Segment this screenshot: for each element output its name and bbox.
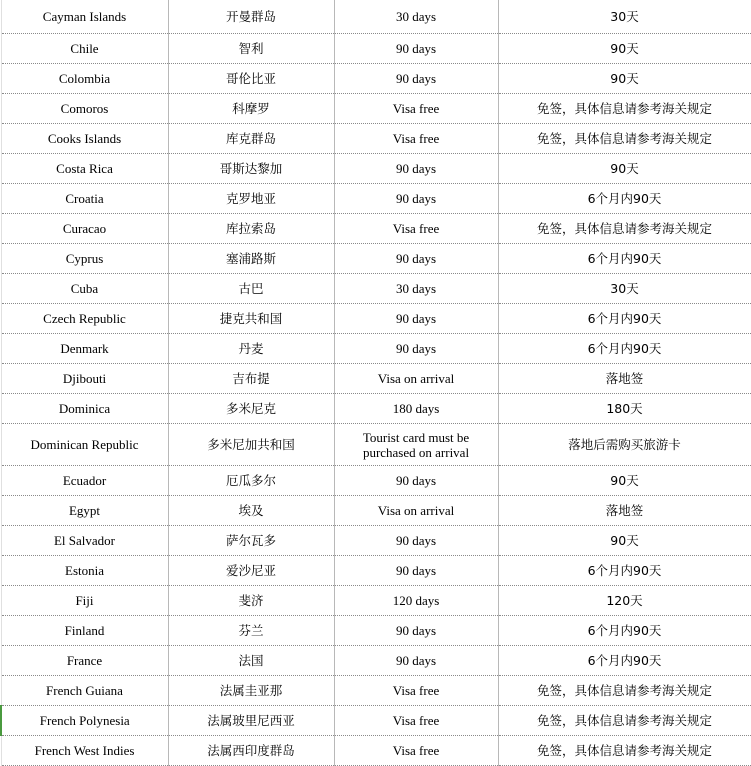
country-en-cell[interactable]: Dominica [1, 394, 168, 424]
country-en-cell[interactable]: French Guiana [1, 676, 168, 706]
table-row [1, 334, 751, 364]
country-en-cell[interactable]: Dominican Republic [1, 424, 168, 466]
stay-zh-cell[interactable]: 免签，具体信息请参考海关规定 [498, 94, 751, 124]
table-row [1, 124, 751, 154]
table-row [1, 274, 751, 304]
country-zh-cell[interactable]: 萨尔瓦多 [168, 526, 334, 556]
stay-en-cell[interactable]: 90 days [334, 526, 498, 556]
stay-en-cell[interactable]: 180 days [334, 394, 498, 424]
table-row [1, 184, 751, 214]
country-en-cell[interactable]: Djibouti [1, 364, 168, 394]
stay-en-cell[interactable]: 90 days [334, 334, 498, 364]
country-zh-cell[interactable]: 法国 [168, 646, 334, 676]
stay-en-cell[interactable]: Visa on arrival [334, 364, 498, 394]
table-row [1, 736, 751, 766]
country-zh-cell[interactable]: 斐济 [168, 586, 334, 616]
country-en-cell[interactable]: Egypt [1, 496, 168, 526]
table-row [1, 586, 751, 616]
stay-en-cell[interactable]: Visa on arrival [334, 496, 498, 526]
country-en-cell[interactable]: Curacao [1, 214, 168, 244]
stay-en-cell[interactable]: 90 days [334, 154, 498, 184]
stay-en-cell[interactable]: 90 days [334, 184, 498, 214]
country-en-cell[interactable]: Estonia [1, 556, 168, 586]
stay-zh-cell[interactable]: 120天 [498, 586, 751, 616]
country-zh-cell[interactable]: 爱沙尼亚 [168, 556, 334, 586]
stay-zh-cell[interactable]: 落地签 [498, 496, 751, 526]
country-en-cell[interactable]: Czech Republic [1, 304, 168, 334]
country-zh-cell[interactable]: 捷克共和国 [168, 304, 334, 334]
table-row [1, 304, 751, 334]
table-row [1, 466, 751, 496]
stay-zh-cell[interactable]: 6个月内90天 [498, 304, 751, 334]
stay-en-cell[interactable]: 120 days [334, 586, 498, 616]
country-en-cell[interactable]: El Salvador [1, 526, 168, 556]
country-en-cell[interactable]: Cuba [1, 274, 168, 304]
table-body [1, 0, 751, 766]
stay-zh-cell[interactable]: 免签，具体信息请参考海关规定 [498, 736, 751, 766]
table-row [1, 244, 751, 274]
stay-zh-cell[interactable]: 免签，具体信息请参考海关规定 [498, 214, 751, 244]
country-zh-cell[interactable]: 芬兰 [168, 616, 334, 646]
country-en-cell[interactable]: Denmark [1, 334, 168, 364]
table-row [1, 616, 751, 646]
stay-zh-cell[interactable]: 落地后需购买旅游卡 [498, 424, 751, 466]
country-en-cell[interactable]: Comoros [1, 94, 168, 124]
country-en-cell[interactable]: French Polynesia [1, 706, 168, 736]
stay-zh-cell[interactable]: 6个月内90天 [498, 184, 751, 214]
country-zh-cell[interactable]: 哥伦比亚 [168, 64, 334, 94]
stay-zh-cell[interactable]: 90天 [498, 526, 751, 556]
stay-en-cell[interactable]: Visa free [334, 214, 498, 244]
country-zh-cell[interactable]: 科摩罗 [168, 94, 334, 124]
country-zh-cell[interactable]: 法属玻里尼西亚 [168, 706, 334, 736]
country-zh-cell[interactable]: 开曼群岛 [168, 0, 334, 34]
country-en-cell[interactable]: Costa Rica [1, 154, 168, 184]
country-en-cell[interactable]: Fiji [1, 586, 168, 616]
stay-zh-cell[interactable]: 6个月内90天 [498, 646, 751, 676]
country-zh-cell[interactable]: 古巴 [168, 274, 334, 304]
stay-en-cell[interactable]: Tourist card must be purchased on arrival [334, 424, 498, 466]
country-en-cell[interactable]: Cayman Islands [1, 0, 168, 34]
table-row [1, 394, 751, 424]
table-row [1, 34, 751, 64]
table-row [1, 94, 751, 124]
country-en-cell[interactable]: Cyprus [1, 244, 168, 274]
country-zh-cell[interactable]: 塞浦路斯 [168, 244, 334, 274]
country-en-cell[interactable]: Cooks Islands [1, 124, 168, 154]
table-row [1, 526, 751, 556]
country-zh-cell[interactable]: 厄瓜多尔 [168, 466, 334, 496]
stay-zh-cell[interactable]: 90天 [498, 34, 751, 64]
stay-en-cell[interactable]: Visa free [334, 124, 498, 154]
stay-en-cell[interactable]: 90 days [334, 304, 498, 334]
country-zh-cell[interactable]: 多米尼加共和国 [168, 424, 334, 466]
stay-en-cell[interactable]: 90 days [334, 466, 498, 496]
country-zh-cell[interactable]: 克罗地亚 [168, 184, 334, 214]
country-zh-cell[interactable]: 吉布提 [168, 364, 334, 394]
country-zh-cell[interactable]: 丹麦 [168, 334, 334, 364]
stay-zh-cell[interactable]: 180天 [498, 394, 751, 424]
country-zh-cell[interactable]: 库克群岛 [168, 124, 334, 154]
table-row [1, 154, 751, 184]
country-en-cell[interactable]: Croatia [1, 184, 168, 214]
stay-en-cell[interactable]: 30 days [334, 274, 498, 304]
stay-en-cell[interactable]: Visa free [334, 736, 498, 766]
stay-zh-cell[interactable]: 6个月内90天 [498, 616, 751, 646]
stay-en-cell[interactable]: Visa free [334, 706, 498, 736]
stay-en-cell[interactable]: 90 days [334, 646, 498, 676]
stay-zh-cell[interactable]: 90天 [498, 64, 751, 94]
stay-zh-cell[interactable]: 6个月内90天 [498, 244, 751, 274]
stay-zh-cell[interactable]: 30天 [498, 274, 751, 304]
stay-zh-cell[interactable]: 90天 [498, 466, 751, 496]
stay-zh-cell[interactable]: 6个月内90天 [498, 556, 751, 586]
table-row [1, 556, 751, 586]
stay-zh-cell[interactable]: 90天 [498, 154, 751, 184]
country-en-cell[interactable]: France [1, 646, 168, 676]
table-row [1, 424, 751, 466]
stay-en-cell[interactable]: 90 days [334, 34, 498, 64]
stay-zh-cell[interactable]: 免签，具体信息请参考海关规定 [498, 676, 751, 706]
table-row [1, 364, 751, 394]
stay-zh-cell[interactable]: 免签，具体信息请参考海关规定 [498, 706, 751, 736]
table-row [1, 214, 751, 244]
stay-en-cell[interactable]: 90 days [334, 556, 498, 586]
country-zh-cell[interactable]: 库拉索岛 [168, 214, 334, 244]
stay-en-cell[interactable]: 90 days [334, 244, 498, 274]
country-en-cell[interactable]: Colombia [1, 64, 168, 94]
stay-zh-cell[interactable]: 落地签 [498, 364, 751, 394]
table-row [1, 646, 751, 676]
table-row [1, 706, 751, 736]
country-en-cell[interactable]: Ecuador [1, 466, 168, 496]
stay-en-cell[interactable]: 30 days [334, 0, 498, 34]
stay-zh-cell[interactable]: 免签，具体信息请参考海关规定 [498, 124, 751, 154]
table-row [1, 496, 751, 526]
country-zh-cell[interactable]: 法属西印度群岛 [168, 736, 334, 766]
country-zh-cell[interactable]: 埃及 [168, 496, 334, 526]
country-en-cell[interactable]: French West Indies [1, 736, 168, 766]
stay-zh-cell[interactable]: 6个月内90天 [498, 334, 751, 364]
country-zh-cell[interactable]: 多米尼克 [168, 394, 334, 424]
country-en-cell[interactable]: Finland [1, 616, 168, 646]
country-zh-cell[interactable]: 哥斯达黎加 [168, 154, 334, 184]
country-zh-cell[interactable]: 法属圭亚那 [168, 676, 334, 706]
stay-en-cell[interactable]: Visa free [334, 676, 498, 706]
table-row [1, 64, 751, 94]
table-row [1, 0, 751, 34]
stay-en-cell[interactable]: 90 days [334, 64, 498, 94]
stay-zh-cell[interactable]: 30天 [498, 0, 751, 34]
table-row [1, 676, 751, 706]
stay-en-cell[interactable]: Visa free [334, 94, 498, 124]
country-en-cell[interactable]: Chile [1, 34, 168, 64]
country-zh-cell[interactable]: 智利 [168, 34, 334, 64]
stay-en-cell[interactable]: 90 days [334, 616, 498, 646]
